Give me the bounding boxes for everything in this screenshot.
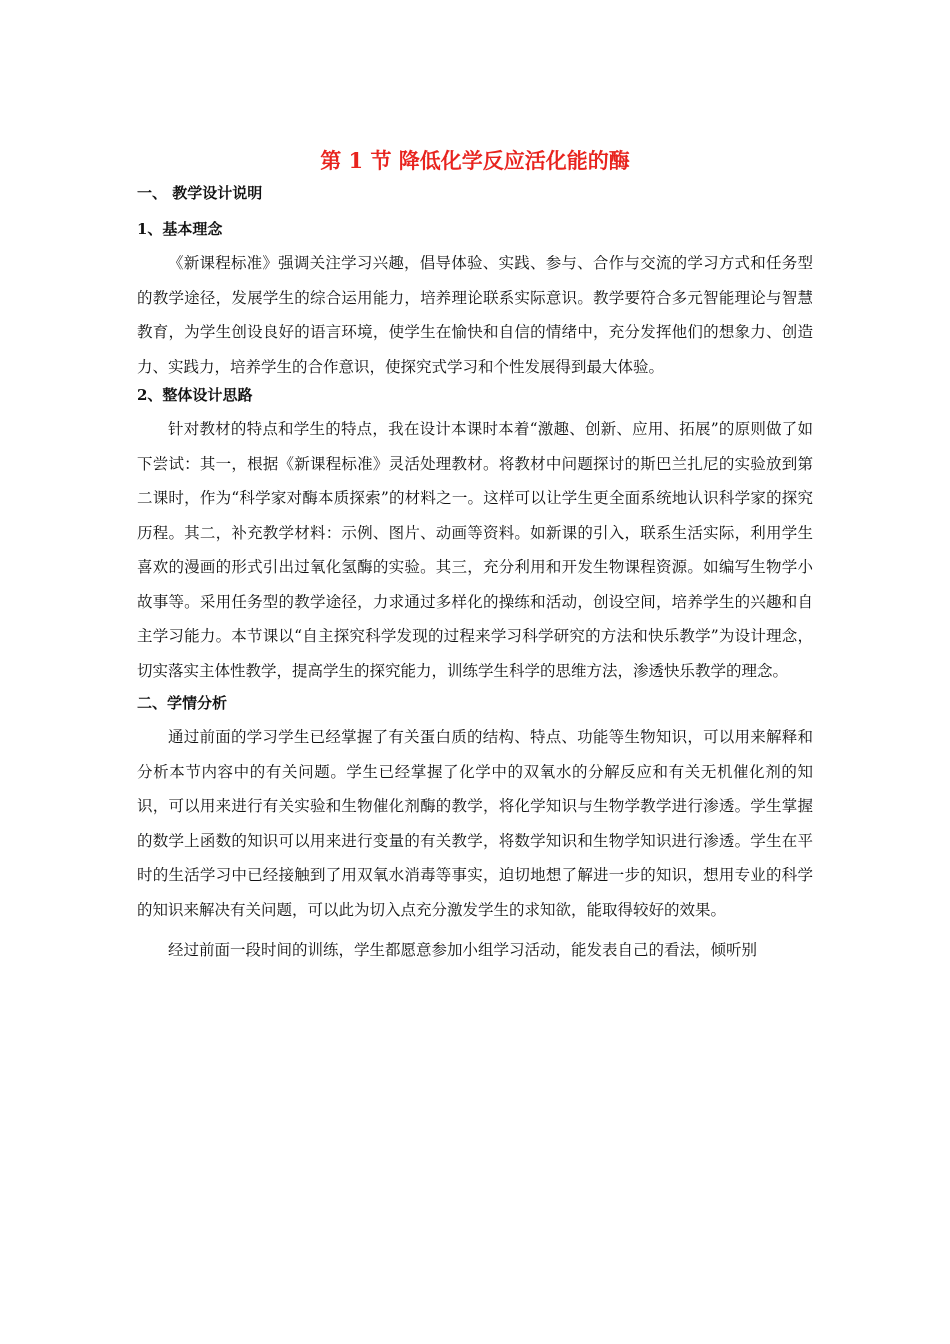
subsection-heading-approach: 2、整体设计思路: [137, 386, 253, 404]
page-title: 第 1 节 降低化学反应活化能的酶: [320, 148, 630, 173]
paragraph-approach: 针对教材的特点和学生的特点，我在设计本课时本着“激趣、创新、应用、拓展”的原则做了如下尝试：其一，根据《新课程标准》灵活处理教材。将教材中问题探讨的斯巴兰扎尼的实验放到第二课时，作为“科学家对酶本质探索”的材料之一。这样可以让学生更全面系统地认识科学家的探究历程。其二，补充教学材料：示例、图片、动画等资料。如新课的引入，联系生活实际，利用学生喜欢的漫画的形式引出过氧化氢酶的实验。其三，充分利用和开发生物课程资源。如编写生物学小故事等。采用任务型的教学途径，力求通过多样化的操练和活动，创设空间，培养学生的兴趣和自主学习能力。本节课以“自主探究科学发现的过程来学习科学研究的方法和快乐教学”为设计理念，切实落实主体性教学，提高学生的探究能力，训练学生科学的思维方法，渗透快乐教学的理念。: [137, 420, 813, 680]
section-heading-analysis: 二、学情分析: [137, 694, 228, 712]
document-page: [137, 146, 813, 968]
paragraph-concept: 《新课程标准》强调关注学习兴趣，倡导体验、实践、参与、合作与交流的学习方式和任务型的教学途径，发展学生的综合运用能力，培养理论联系实际意识。教学要符合多元智能理论与智慧教育，为学生创设良好的语言环境，使学生在愉快和自信的情绪中，充分发挥他们的想象力、创造力、实践力，培养学生的合作意识，使探究式学习和个性发展得到最大体验。: [137, 254, 813, 376]
subsection-heading-concept: 1、基本理念: [137, 220, 223, 238]
paragraph-analysis-1: 通过前面的学习学生已经掌握了有关蛋白质的结构、特点、功能等生物知识，可以用来解释和分析本节内容中的有关问题。学生已经掌握了化学中的双氧水的分解反应和有关无机催化剂的知识，可以用来进行有关实验和生物催化剂酶的教学，将化学知识与生物学教学进行渗透。学生掌握的数学上函数的知识可以用来进行变量的有关教学，将数学知识和生物学知识进行渗透。学生在平时的生活学习中已经接触到了用双氧水消毒等事实，迫切地想了解进一步的知识，想用专业的科学的知识来解决有关问题，可以此为切入点充分激发学生的求知欲，能取得较好的效果。: [137, 728, 813, 919]
section-heading-design: 一、 教学设计说明: [137, 184, 263, 202]
paragraph-analysis-2: 经过前面一段时间的训练，学生都愿意参加小组学习活动，能发表自己的看法，倾听别: [168, 941, 758, 959]
